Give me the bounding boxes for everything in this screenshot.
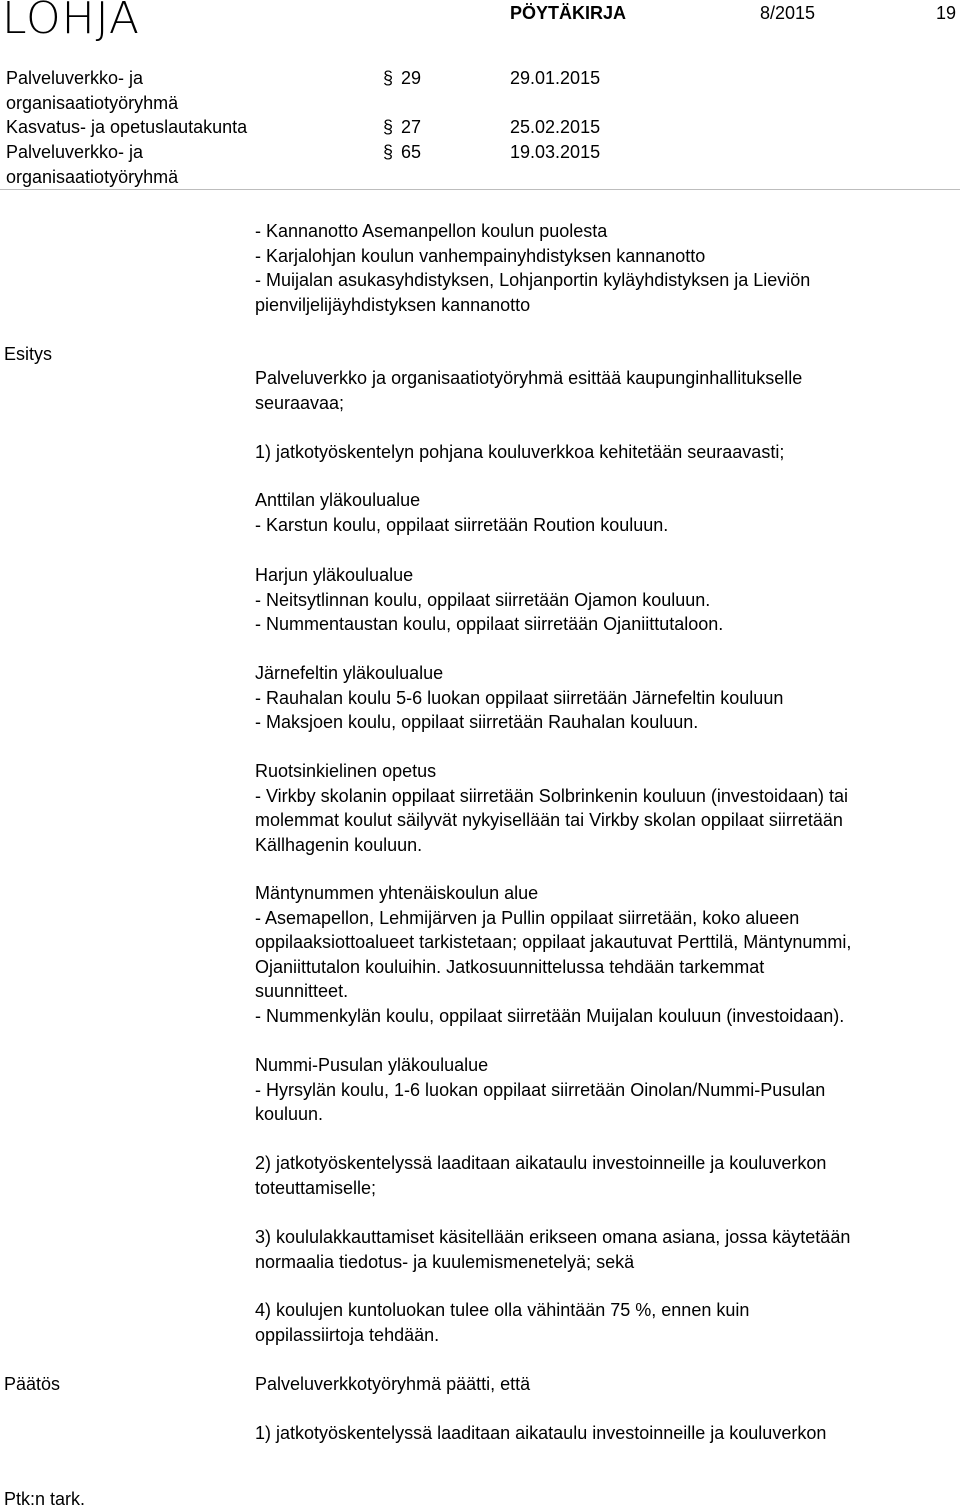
document-number: 8/2015: [760, 3, 816, 23]
attachment-item: pienviljelijäyhdistyksen kannanotto: [255, 294, 531, 315]
esitys-paragraph: [255, 563, 723, 637]
paragraph-line: 3) koululakkauttamiset käsitellään erikseen omana asiana, jossa käytetään: [255, 1227, 851, 1247]
footer-check-label: Ptk:n tark.: [4, 1489, 86, 1509]
document-type: PÖYTÄKIRJA: [510, 3, 627, 23]
reference-date: 29.01.2015: [510, 68, 601, 88]
esitys-paragraph: [255, 1151, 826, 1200]
attachment-item: - Kannanotto Asemanpellon koulun puolesta: [255, 221, 608, 241]
reference-section-number: 27: [401, 117, 422, 137]
paragraph-line: - Karstun koulu, oppilaat siirretään Roution kouluun.: [255, 514, 669, 535]
paragraph-line: 1) jatkotyöskentelyssä laaditaan aikataulu investoinneille ja kouluverkon: [255, 1423, 827, 1443]
paragraph-line: seuraavaa;: [255, 392, 345, 413]
lohja-logo: LOHJA: [2, 0, 140, 44]
reference-section-number: 29: [401, 68, 422, 88]
reference-body: Palveluverkko- ja: [6, 142, 144, 162]
paragraph-line: Järnefeltin yläkoulualue: [255, 663, 444, 683]
esitys-paragraph: [255, 759, 848, 857]
paragraph-line: - Maksjoen koulu, oppilaat siirretään Rauhalan kouluun.: [255, 712, 699, 732]
paragraph-line: Anttilan yläkoulualue: [255, 490, 421, 510]
reference-date: 19.03.2015: [510, 142, 601, 162]
section-label-paatos: Päätös: [4, 1374, 61, 1394]
paragraph-line: 2) jatkotyöskentelyssä laaditaan aikataulu investoinneille ja kouluverkon: [255, 1153, 827, 1173]
paragraph-line: - Nummenkylän koulu, oppilaat siirretään Muijalan kouluun (investoidaan).: [255, 1005, 845, 1026]
paragraph-line: - Hyrsylän koulu, 1-6 luokan oppilaat siirretään Oinolan/Nummi-Pusulan: [255, 1079, 826, 1100]
paragraph-line: oppilassiirtoja tehdään.: [255, 1324, 440, 1345]
esitys-paragraph: [255, 1053, 825, 1127]
reference-body: organisaatiotyöryhmä: [6, 92, 179, 113]
reference-body: Kasvatus- ja opetuslautakunta: [6, 117, 248, 137]
esitys-paragraph: [255, 440, 784, 465]
paatos-paragraph: [255, 1372, 530, 1397]
paragraph-line: Mäntynummen yhtenäiskoulun alue: [255, 883, 539, 903]
section-mark: §: [383, 117, 394, 137]
paragraph-line: Harjun yläkoulualue: [255, 565, 414, 585]
paragraph-line: 4) koulujen kuntoluokan tulee olla vähintään 75 %, ennen kuin: [255, 1300, 750, 1320]
esitys-paragraph: [255, 1225, 850, 1274]
esitys-paragraph: [255, 661, 783, 735]
header-divider: [0, 189, 960, 190]
esitys-paragraph: [255, 488, 668, 537]
attachment-item: - Karjalohjan koulun vanhempainyhdistyksen kannanotto: [255, 245, 706, 266]
reference-body: Palveluverkko- ja: [6, 68, 144, 88]
esitys-paragraph: [255, 366, 802, 415]
paragraph-line: Källhagenin kouluun.: [255, 834, 423, 855]
paragraph-line: - Virkby skolanin oppilaat siirretään Solbrinkenin kouluun (investoidaan) tai: [255, 785, 848, 806]
paragraph-line: Ruotsinkielinen opetus: [255, 761, 437, 781]
paragraph-line: - Nummentaustan koulu, oppilaat siirretään Ojaniittutaloon.: [255, 614, 724, 634]
section-mark: §: [383, 68, 394, 88]
paragraph-line: Palveluverkko ja organisaatiotyöryhmä esittää kaupunginhallitukselle: [255, 368, 803, 388]
paragraph-line: kouluun.: [255, 1104, 324, 1124]
reference-section-number: 65: [401, 142, 422, 162]
section-mark: §: [383, 142, 394, 162]
attachments-list: [255, 219, 810, 317]
esitys-paragraph: [255, 881, 851, 1028]
paragraph-line: oppilaaksiottoalueet tarkistetaan; oppilaat jakautuvat Perttilä, Mäntynummi,: [255, 932, 852, 952]
paragraph-line: Palveluverkkotyöryhmä päätti, että: [255, 1374, 531, 1394]
paragraph-line: - Neitsytlinnan koulu, oppilaat siirretään Ojamon kouluun.: [255, 589, 711, 610]
attachment-item: - Muijalan asukasyhdistyksen, Lohjanportin kyläyhdistyksen ja Lieviön: [255, 270, 811, 290]
paragraph-line: molemmat koulut säilyvät nykyisellään tai Virkby skolan oppilaat siirretään: [255, 810, 843, 830]
paragraph-line: 1) jatkotyöskentelyn pohjana kouluverkkoa kehitetään seuraavasti;: [255, 442, 785, 462]
paragraph-line: Ojaniittutalon kouluihin. Jatkosuunnittelussa tehdään tarkemmat: [255, 956, 765, 977]
section-label-esitys: Esitys: [4, 344, 53, 364]
page-number: 19: [936, 3, 957, 23]
paragraph-line: - Rauhalan koulu 5-6 luokan oppilaat siirretään Järnefeltin kouluun: [255, 687, 784, 708]
paatos-paragraph: [255, 1421, 826, 1446]
reference-date: 25.02.2015: [510, 117, 601, 137]
paragraph-line: normaalia tiedotus- ja kuulemismenetelyä; sekä: [255, 1251, 635, 1272]
paragraph-line: toteuttamiselle;: [255, 1177, 377, 1198]
paragraph-line: Nummi-Pusulan yläkoulualue: [255, 1055, 489, 1075]
esitys-paragraph: [255, 1298, 749, 1347]
paragraph-line: suunnitteet.: [255, 981, 349, 1001]
paragraph-line: - Asemapellon, Lehmijärven ja Pullin oppilaat siirretään, koko alueen: [255, 907, 800, 928]
reference-body: organisaatiotyöryhmä: [6, 166, 179, 187]
